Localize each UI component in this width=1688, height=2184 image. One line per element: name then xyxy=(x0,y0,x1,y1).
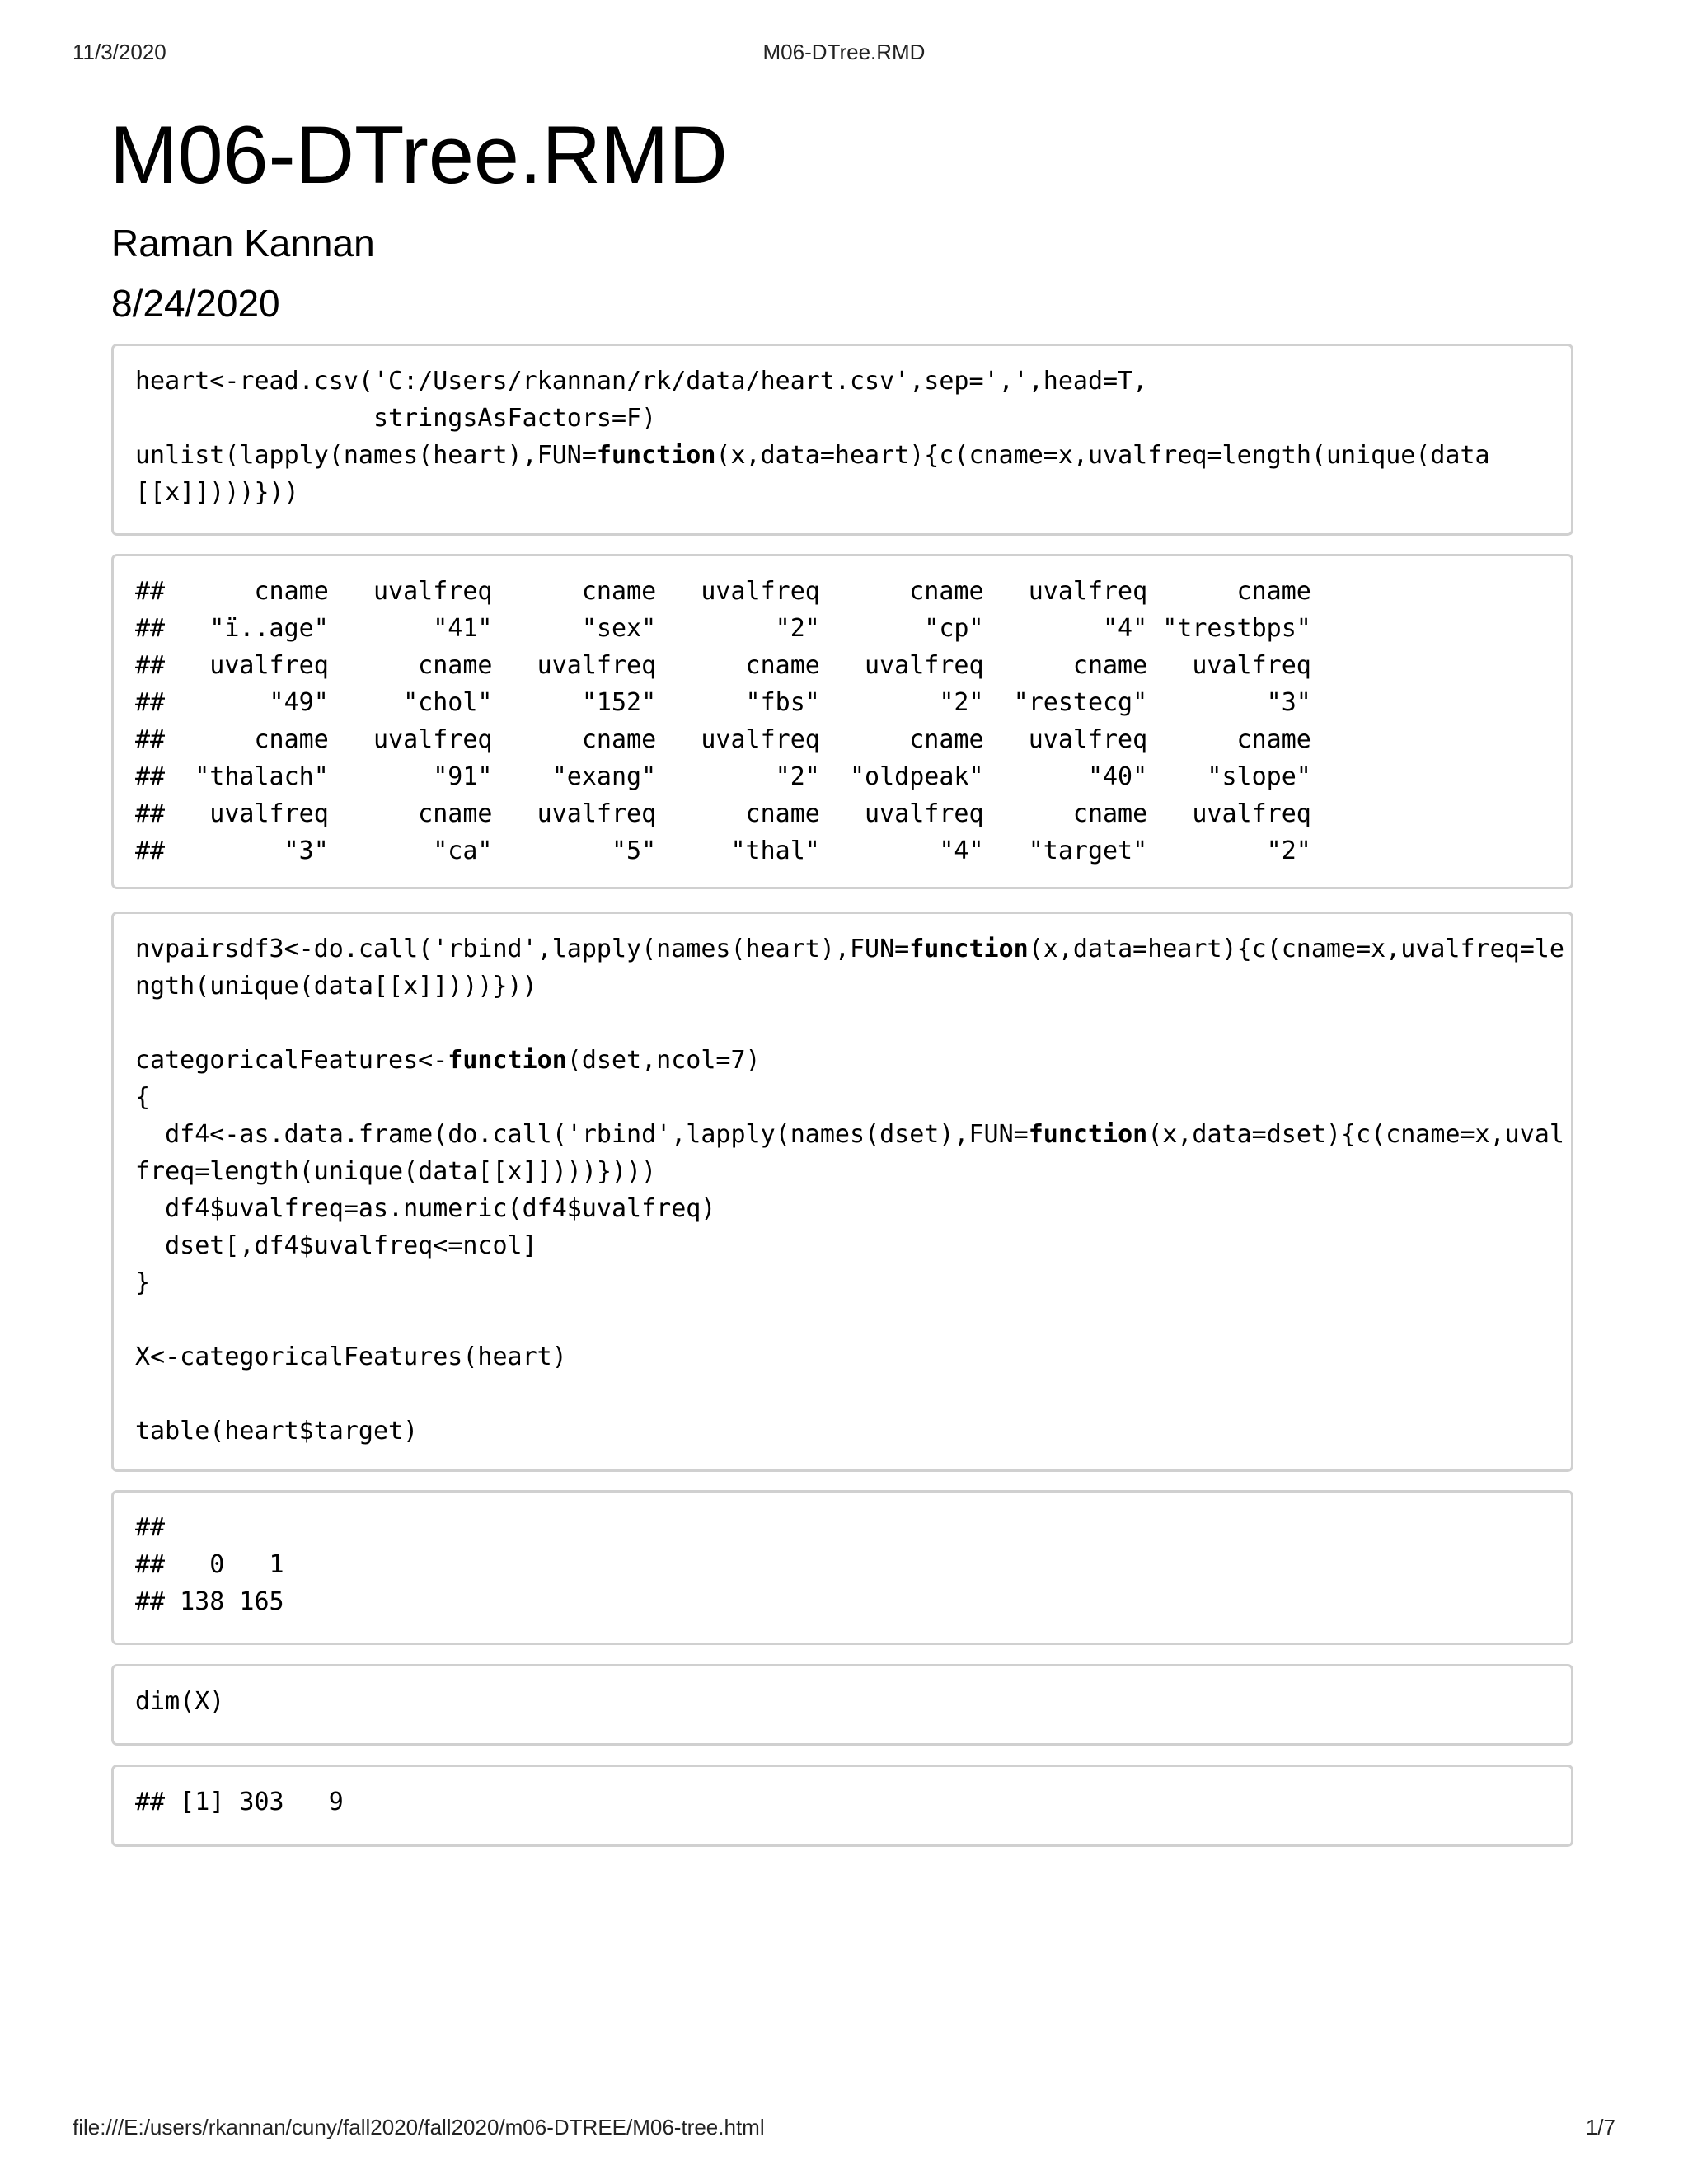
output-chunk-unique-counts xyxy=(111,554,1573,889)
document-date: 8/24/2020 xyxy=(111,282,280,325)
code-lines xyxy=(135,363,1550,511)
output-line: ## 0 1 xyxy=(135,1550,284,1579)
print-footer-page-number: 1/7 xyxy=(1585,2115,1615,2139)
code-line: df4$uvalfreq=as.numeric(df4$uvalfreq) xyxy=(135,1194,716,1223)
code-line: nvpairsdf3<-do.call('rbind',lapply(names(heart),FUN=function(x,data=heart){c(cname=x,uvalfreq=le xyxy=(135,935,1564,963)
code-line xyxy=(135,1301,1550,1338)
code-line: heart<-read.csv('C:/Users/rkannan/rk/data/heart.csv',sep=',',head=T, xyxy=(135,367,1148,396)
output-chunk-dim-result xyxy=(111,1765,1573,1847)
code-line: { xyxy=(135,1083,151,1112)
code-line: ngth(unique(data[[x]])))})) xyxy=(135,972,537,1001)
code-line: df4<-as.data.frame(do.call('rbind',lapply(names(dset),FUN=function(x,data=dset){c(cname=x,uval xyxy=(135,1120,1564,1149)
output-chunk-target-table xyxy=(111,1490,1573,1645)
document-title: M06-DTree.RMD xyxy=(110,109,728,200)
output-line: ## cname uvalfreq cname uvalfreq cname uvalfreq cname xyxy=(135,577,1311,606)
output-line: ## "3" "ca" "5" "thal" "4" "target" "2" xyxy=(135,837,1311,865)
document-author: Raman Kannan xyxy=(111,222,375,265)
code-line xyxy=(135,1005,1550,1042)
output-line: ## uvalfreq cname uvalfreq cname uvalfreq cname uvalfreq xyxy=(135,799,1311,828)
output-line: ## 138 165 xyxy=(135,1587,284,1616)
output-lines xyxy=(135,573,1550,869)
code-line: unlist(lapply(names(heart),FUN=function(x,data=heart){c(cname=x,uvalfreq=length(unique(data xyxy=(135,441,1490,470)
code-chunk-categorical-features xyxy=(111,912,1573,1472)
code-chunk-read-csv xyxy=(111,344,1573,536)
output-line: ## [1] 303 9 xyxy=(135,1788,344,1816)
code-line: } xyxy=(135,1268,151,1297)
code-line: categoricalFeatures<-function(dset,ncol=7) xyxy=(135,1046,761,1075)
code-line: dset[,df4$uvalfreq<=ncol] xyxy=(135,1231,537,1260)
output-line: ## "49" "chol" "152" "fbs" "2" "restecg" "3" xyxy=(135,688,1311,717)
code-line: stringsAsFactors=F) xyxy=(135,404,657,433)
code-lines xyxy=(135,1683,1550,1720)
output-line: ## "ï..age" "41" "sex" "2" "cp" "4" "trestbps" xyxy=(135,614,1311,643)
code-lines xyxy=(135,930,1564,1450)
code-line: dim(X) xyxy=(135,1687,225,1716)
code-line: freq=length(unique(data[[x]])))}))) xyxy=(135,1157,657,1186)
print-header-date: 11/3/2020 xyxy=(73,40,166,64)
output-line: ## xyxy=(135,1513,166,1542)
print-footer-url: file:///E:/users/rkannan/cuny/fall2020/fall2020/m06-DTREE/M06-tree.html xyxy=(73,2115,765,2139)
output-line: ## "thalach" "91" "exang" "2" "oldpeak" "40" "slope" xyxy=(135,762,1311,791)
code-line xyxy=(135,1376,1550,1413)
output-line: ## cname uvalfreq cname uvalfreq cname uvalfreq cname xyxy=(135,725,1311,754)
code-line: table(heart$target) xyxy=(135,1417,419,1446)
print-header-title: M06-DTree.RMD xyxy=(762,40,926,64)
output-lines xyxy=(135,1783,1550,1821)
code-line: X<-categoricalFeatures(heart) xyxy=(135,1343,567,1371)
output-line: ## uvalfreq cname uvalfreq cname uvalfreq cname uvalfreq xyxy=(135,651,1311,680)
code-chunk-dim xyxy=(111,1664,1573,1746)
code-line: [[x]])))})) xyxy=(135,478,299,507)
output-lines xyxy=(135,1509,1550,1620)
